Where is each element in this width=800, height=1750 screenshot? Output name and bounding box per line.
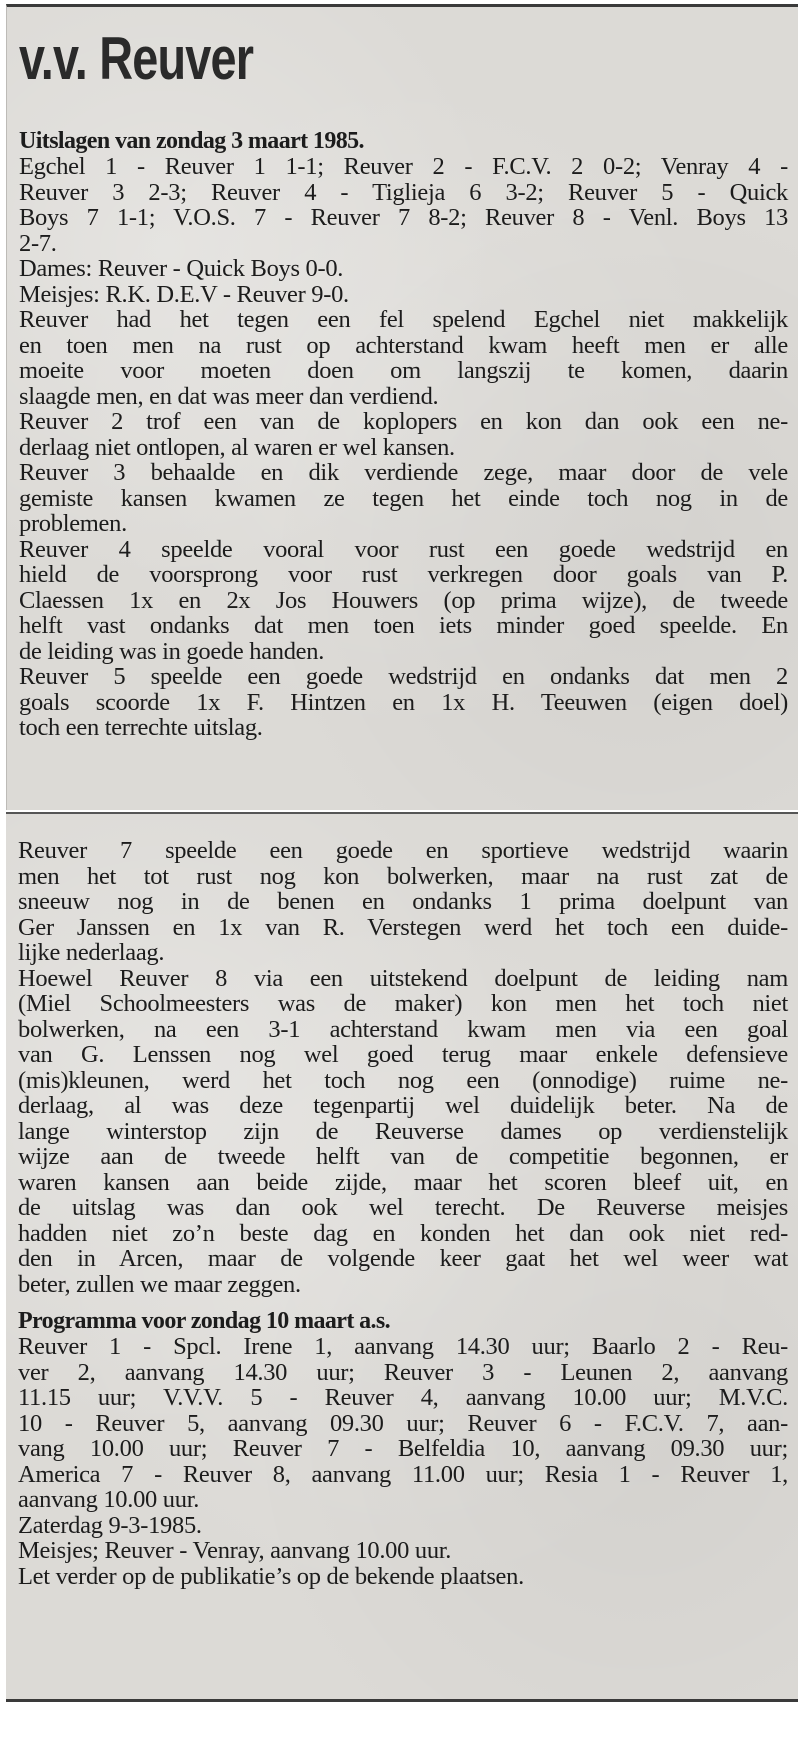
club-masthead: v.v. Reuver (19, 25, 254, 92)
report-line: sneeuw nog in de benen en ondanks 1 prima doelpunt van (18, 888, 788, 915)
report-line: beter, zullen we maar zeggen. (18, 1270, 301, 1298)
program-line: vang 10.00 uur; Reuver 7 - Belfeldia 10, aanvang 09.30 uur; (18, 1435, 788, 1462)
report-line: Ger Janssen en 1x van R. Verstegen werd het toch een duide- (18, 913, 788, 941)
results-line: Boys 7 1-1; V.O.S. 7 - Reuver 7 8-2; Reuver 8 - Venl. Boys 13 (19, 204, 788, 231)
program-line: ver 2, aanvang 14.30 uur; Reuver 3 - Leunen 2, aanvang (18, 1358, 788, 1386)
report-line: waren kansen aan beide zijde, maar het scoren bleef uit, en (18, 1168, 788, 1196)
results-line: 2-7. (19, 229, 57, 257)
program-line: 10 - Reuver 5, aanvang 09.30 uur; Reuver 6 - F.C.V. 7, aan- (18, 1409, 788, 1437)
section-gap (18, 1297, 788, 1301)
report-line: men het tot rust nog kon bolwerken, maar na rust zat de (18, 862, 788, 890)
report-line: Hoewel Reuver 8 via een uitstekend doelpunt de leiding nam (18, 964, 788, 992)
results-meisjes: Meisjes: R.K. D.E.V - Reuver 9-0. (19, 280, 349, 308)
program-line: aanvang 10.00 uur. (18, 1486, 200, 1513)
report-line: slaagde men, en dat was meer dan verdiend. (19, 382, 439, 410)
match-report-reuver-7 (18, 838, 788, 966)
results-list (19, 154, 788, 307)
program-line: 11.15 uur; V.V.V. 5 - Reuver 4, aanvang 10.00 uur; M.V.C. (18, 1384, 788, 1411)
report-line: derlaag niet ontlopen, al waren er wel kansen. (19, 433, 455, 461)
report-line: Reuver 2 trof een van de koplopers en kon dan ook een ne- (19, 408, 788, 435)
report-line: gemiste kansen kwamen ze tegen het einde toch nog in de (19, 484, 788, 512)
report-line: toch een terrechte uitslag. (19, 714, 263, 741)
report-line: Reuver 3 behaalde en dik verdiende zege, maar door de vele (19, 459, 788, 486)
report-line: hadden niet zo’n beste dag en konden het dan ook niet red- (18, 1219, 788, 1247)
closing-note: Let verder op de publikatie’s op de bekende plaatsen. (18, 1562, 524, 1590)
report-line: lange winterstop zijn de Reuverse dames op verdienstelijk (18, 1117, 788, 1145)
report-line: Reuver had het tegen een fel spelend Egchel niet makkelijk (19, 306, 788, 333)
report-line: van G. Lenssen nog wel goed terug maar enkele defensieve (18, 1041, 788, 1068)
match-report-reuver-8 (18, 966, 788, 1298)
results-dames: Dames: Reuver - Quick Boys 0-0. (19, 255, 344, 282)
report-line: Reuver 7 speelde een goede en sportieve wedstrijd waarin (18, 837, 788, 864)
program-list (18, 1334, 788, 1589)
report-line: en toen men na rust op achterstand kwam heeft men er alle (19, 331, 788, 359)
match-report-reuver-2 (19, 409, 788, 460)
report-line: moeite voor moeten doen om langszij te komen, daarin (19, 357, 788, 384)
report-line: hield de voorsprong voor rust verkregen door goals van P. (19, 561, 788, 588)
report-line: Reuver 5 speelde een goede wedstrijd en ondanks dat men 2 (19, 663, 788, 690)
newspaper-clipping-bottom (6, 812, 798, 1702)
newspaper-clipping-top (6, 4, 798, 810)
report-line: den in Arcen, maar de volgende keer gaat het wel weer wat (18, 1245, 788, 1272)
report-line: derlaag, al was deze tegenpartij wel duidelijk beter. Na de (18, 1092, 788, 1119)
report-line: bolwerken, na een 3-1 achterstand kwam men via een goal (18, 1015, 788, 1043)
report-line: problemen. (19, 510, 127, 537)
report-line: helft vast ondanks dat men toen iets minder goed speelde. En (19, 612, 788, 639)
match-report-reuver-3 (19, 460, 788, 537)
report-line: wijze aan de tweede helft van de competitie begonnen, er (18, 1143, 788, 1170)
report-line: Claessen 1x en 2x Jos Houwers (op prima wijze), de tweede (19, 586, 788, 614)
program-line: America 7 - Reuver 8, aanvang 11.00 uur; Resia 1 - Reuver 1, (18, 1460, 788, 1488)
results-heading: Uitslagen van zondag 3 maart 1985. (19, 128, 364, 154)
match-report-reuver-1 (19, 307, 788, 409)
report-line: Reuver 4 speelde vooral voor rust een goede wedstrijd en (19, 535, 788, 563)
report-line: lijke nederlaag. (18, 939, 165, 966)
report-line: de leiding was in goede handen. (19, 637, 325, 665)
match-report-reuver-5 (19, 664, 788, 741)
results-line: Egchel 1 - Reuver 1 1-1; Reuver 2 - F.C.V. 2 0-2; Venray 4 - (19, 153, 788, 180)
saturday-label: Zaterdag 9-3-1985. (18, 1511, 202, 1539)
program-line: Reuver 1 - Spcl. Irene 1, aanvang 14.30 uur; Baarlo 2 - Reu- (18, 1333, 788, 1360)
saturday-match: Meisjes; Reuver - Venray, aanvang 10.00 uur. (18, 1537, 452, 1564)
results-line: Reuver 3 2-3; Reuver 4 - Tiglieja 6 3-2; Reuver 5 - Quick (19, 178, 788, 206)
report-line: de uitslag was dan ook wel terecht. De Reuverse meisjes (18, 1194, 788, 1221)
report-line: (Miel Schoolmeesters was de maker) kon men het toch niet (18, 990, 788, 1017)
report-line: (mis)kleunen, werd het toch nog een (onnodige) ruime ne- (18, 1066, 788, 1094)
match-report-reuver-4 (19, 537, 788, 665)
report-line: goals scoorde 1x F. Hintzen en 1x H. Teeuwen (eigen doel) (19, 688, 788, 716)
program-heading: Programma voor zondag 10 maart a.s. (18, 1308, 391, 1334)
